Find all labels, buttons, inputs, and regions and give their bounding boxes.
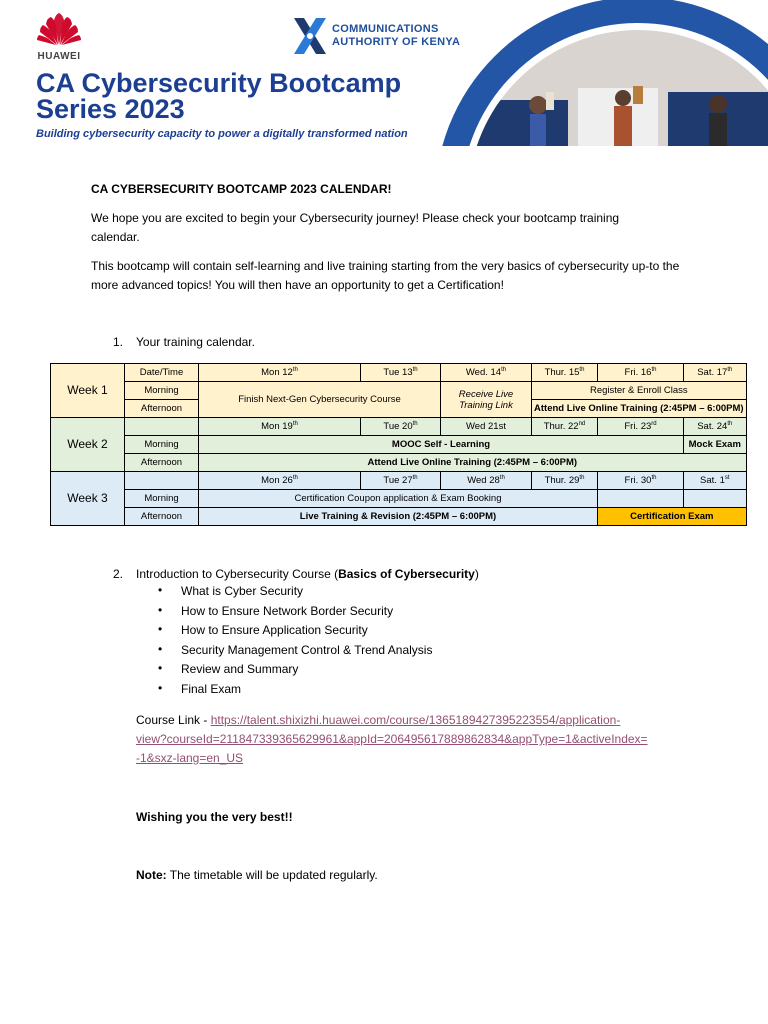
course-link-label: Course Link -: [136, 713, 211, 727]
list-item-2-suffix: ): [474, 567, 479, 581]
course-link[interactable]: https://talent.shixizhi.huawei.com/course/1365189427395223554/application- view?courseId=211847339365629961&appId=206495617889862834&appType=1&activeIndex= -1&sxz-lang=en_US: [136, 713, 648, 765]
w3-morning-label: Morning: [125, 490, 199, 508]
w1-day-3: Wed. 14th: [441, 364, 532, 382]
week1-header-row: [51, 364, 747, 382]
w2-afternoon-label: Afternoon: [125, 454, 199, 472]
w2-attend-live: Attend Live Online Training (2:45PM – 6:00PM): [199, 454, 747, 472]
w1-day-5: Fri. 16th: [598, 364, 684, 382]
w3-day-1: Mon 26th: [199, 472, 361, 490]
list-item: • What is Cyber Security: [158, 583, 304, 598]
course-link-block: [136, 711, 696, 768]
w3-morning-fri-empty: [598, 490, 684, 508]
w3-morning-sat-empty: [684, 490, 747, 508]
w1-finish-course: Finish Next-Gen Cybersecurity Course: [199, 382, 441, 418]
w3-certification-exam: Certification Exam: [598, 508, 747, 526]
w3-day-2: Tue 27th: [361, 472, 441, 490]
week2-morning-row: [51, 436, 747, 454]
w3-live-revision: Live Training & Revision (2:45PM – 6:00PM): [199, 508, 598, 526]
w3-blank-head: [125, 472, 199, 490]
huawei-wordmark: HUAWEI: [37, 51, 81, 62]
w2-blank-head: [125, 418, 199, 436]
huawei-flower-icon: [34, 12, 84, 46]
note-text: [136, 866, 736, 885]
banner-tagline: Building cybersecurity capacity to power a digitally transformed nation: [36, 128, 408, 140]
bullet-icon: •: [158, 583, 163, 597]
w2-day-1: Mon 19th: [199, 418, 361, 436]
ca-logo-line2: AUTHORITY OF KENYA: [332, 36, 461, 48]
w1-register: Register & Enroll Class: [532, 382, 747, 400]
list-item: • Security Management Control & Trend Analysis: [158, 641, 433, 657]
list-item-1: [113, 335, 255, 349]
bullet-icon: •: [158, 680, 163, 695]
wishing-text: Wishing you the very best!!: [136, 810, 293, 824]
banner-title-line1: CA Cybersecurity Bootcamp: [36, 68, 402, 98]
list-item: • Final Exam: [158, 680, 242, 696]
training-calendar-table: [50, 363, 747, 526]
bullet-icon: •: [158, 641, 163, 656]
bullet-icon: •: [158, 661, 163, 675]
week3-afternoon-row: [51, 508, 747, 526]
calendar-heading: CA CYBERSECURITY BOOTCAMP 2023 CALENDAR!: [91, 182, 392, 196]
list-item: • Review and Summary: [158, 661, 299, 676]
w2-day-4: Thur. 22nd: [532, 418, 598, 436]
week2-afternoon-row: [51, 454, 747, 472]
course-topics-list: [158, 584, 432, 701]
week2-header-row: [51, 418, 747, 436]
w1-afternoon-label: Afternoon: [125, 400, 199, 418]
w3-day-5: Fri. 30th: [598, 472, 684, 490]
w3-day-6: Sat. 1st: [684, 472, 747, 490]
note-label: Note:: [136, 868, 167, 882]
w2-day-5: Fri. 23rd: [598, 418, 684, 436]
w3-afternoon-label: Afternoon: [125, 508, 199, 526]
w1-day-4: Thur. 15th: [532, 364, 598, 382]
w2-day-3: Wed 21st: [441, 418, 532, 436]
w2-morning-label: Morning: [125, 436, 199, 454]
banner-title-line2: Series 2023: [36, 94, 185, 124]
w1-receive-link: Receive Live Training Link: [441, 382, 532, 418]
week3-label: Week 3: [51, 472, 125, 526]
banner-photo-arc: [418, 0, 768, 146]
w3-day-3: Wed 28th: [441, 472, 532, 490]
header-banner: [0, 0, 768, 146]
list-number: 2.: [113, 567, 124, 581]
w3-day-4: Thur. 29th: [532, 472, 598, 490]
list-item-1-text: Your training calendar.: [136, 335, 255, 349]
ca-x-mark-icon: [292, 16, 328, 56]
w2-mooc: MOOC Self - Learning: [199, 436, 684, 454]
week2-label: Week 2: [51, 418, 125, 472]
date-time-header: Date/Time: [125, 364, 199, 382]
w1-morning-label: Morning: [125, 382, 199, 400]
list-item-2-prefix: Introduction to Cybersecurity Course (: [136, 567, 339, 581]
list-item-2-bold: Basics of Cybersecurity: [338, 567, 475, 581]
week1-label: Week 1: [51, 364, 125, 418]
intro-paragraph-2: This bootcamp will contain self-learning and live training starting from the very basics of cybersecurity up-to the more advanced topics! You will then have an opportunity to get a Certification!: [91, 259, 680, 292]
week3-morning-row: [51, 490, 747, 508]
w1-day-6: Sat. 17th: [684, 364, 747, 382]
intro-paragraph-1: We hope you are excited to begin your Cybersecurity journey! Please check your bootcamp training calendar.: [91, 211, 620, 244]
bullet-icon: •: [158, 622, 163, 636]
banner-title: [36, 70, 401, 122]
w1-attend-live: Attend Live Online Training (2:45PM – 6:00PM): [532, 400, 747, 418]
week1-morning-row: [51, 382, 747, 400]
w2-day-2: Tue 20th: [361, 418, 441, 436]
w1-day-1: Mon 12th: [199, 364, 361, 382]
w3-coupon: Certification Coupon application & Exam Booking: [199, 490, 598, 508]
list-number: 1.: [113, 335, 124, 349]
list-item: • How to Ensure Network Border Security: [158, 602, 394, 618]
note-body: The timetable will be updated regularly.: [166, 868, 378, 882]
w2-day-6: Sat. 24th: [684, 418, 747, 436]
huawei-logo: [34, 12, 84, 62]
ca-logo-line1: COMMUNICATIONS: [332, 23, 439, 35]
week3-header-row: [51, 472, 747, 490]
list-item: • How to Ensure Application Security: [158, 622, 368, 637]
w2-mock-exam: Mock Exam: [684, 436, 747, 454]
w1-day-2: Tue 13th: [361, 364, 441, 382]
list-item-2: [113, 567, 479, 581]
bullet-icon: •: [158, 602, 163, 617]
